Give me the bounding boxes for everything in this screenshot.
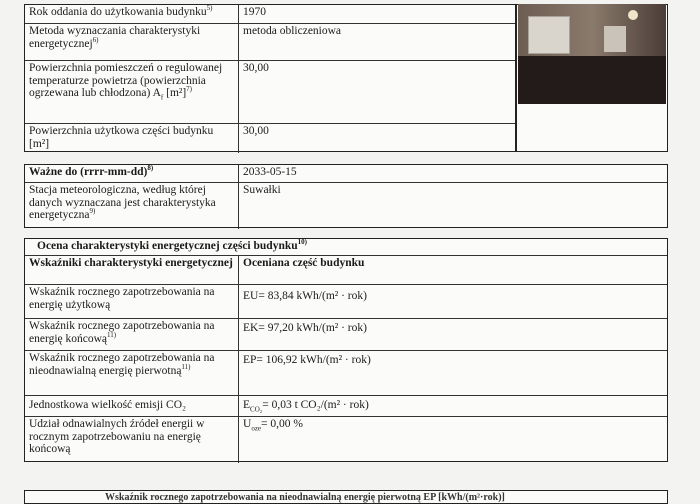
table-row [25,123,515,153]
station-value: Suwałki [243,184,281,196]
indicator-value: EU= 83,84 kWh/(m² · rok) [243,290,367,302]
station-label: Stacja meteorologiczna, według której danych wyznaczana jest charakterystyka energetyczna$^{9)}$ [25,183,239,229]
indicator-value: $E_{CO_2}= 0,03$ t CO₂/(m² · rok) [243,399,369,414]
row-value: 1970 [243,6,266,18]
table-row [25,165,667,182]
assessment-title-row [25,239,667,255]
table-row [25,5,515,23]
row-label: Rok oddania do użytkowania budynku$^{5)}$ [25,5,239,23]
validity-table [24,164,668,228]
building-info-table [24,4,516,152]
table-row [25,416,667,463]
table-row [25,60,515,123]
table-row [25,318,667,350]
next-section-box [24,490,668,504]
table-row [25,23,515,60]
table-row [25,350,667,395]
indicator-label: Wskaźnik rocznego zapotrzebowania na energię użytkową [25,285,239,318]
indicator-label: Udział odnawialnych źródeł energii w rocznym zapotrzebowaniu na energię końcową [25,417,239,463]
building-photo [518,4,666,104]
column-header-assessed-part: Oceniana część budynku [243,257,365,269]
table-row [25,395,667,416]
column-header-indicators: Wskaźniki charakterystyki energetycznej [25,256,239,284]
row-label: Powierzchnia użytkowa części budynku [m²] [25,124,239,153]
row-label: Metoda wyznaczania charakterystyki energetycznej$^{6)}$ [25,24,239,60]
validity-value: 2033-05-15 [243,166,297,178]
row-value: 30,00 [243,125,269,137]
table-row [25,182,667,229]
row-value: 30,00 [243,62,269,74]
validity-label: Ważne do (rrrr-mm-dd)$^{8)}$ [25,165,239,182]
indicator-label: Wskaźnik rocznego zapotrzebowania na nieodnawialną energię pierwotną$^{11)}$ [25,351,239,395]
indicator-label: Jednostkowa wielkość emisji CO₂ [25,396,239,416]
next-section-text: Wskaźnik rocznego zapotrzebowania na nieodnawialną energię pierwotną EP [kWh/(m²·rok)] [105,492,505,503]
indicator-label: Wskaźnik rocznego zapotrzebowania na energię końcową$^{11)}$ [25,319,239,350]
assessment-table [24,238,668,462]
row-label: Powierzchnia pomieszczeń o regulowanej temperaturze powietrza (powierzchnia ogrzewana lub chłodzona) $A_f$ $[m^2]^{7)}$ [25,61,239,123]
assessment-title: Ocena charakterystyki energetycznej części budynku$^{10)}$ [37,238,307,252]
indicator-value: EP= 106,92 kWh/(m² · rok) [243,354,371,366]
table-row [25,284,667,318]
assessment-header-row [25,255,667,284]
indicator-value: $U_{oze}= 0,00$ % [243,418,303,433]
indicator-value: EK= 97,20 kWh/(m² · rok) [243,322,367,334]
row-value: metoda obliczeniowa [243,25,342,37]
